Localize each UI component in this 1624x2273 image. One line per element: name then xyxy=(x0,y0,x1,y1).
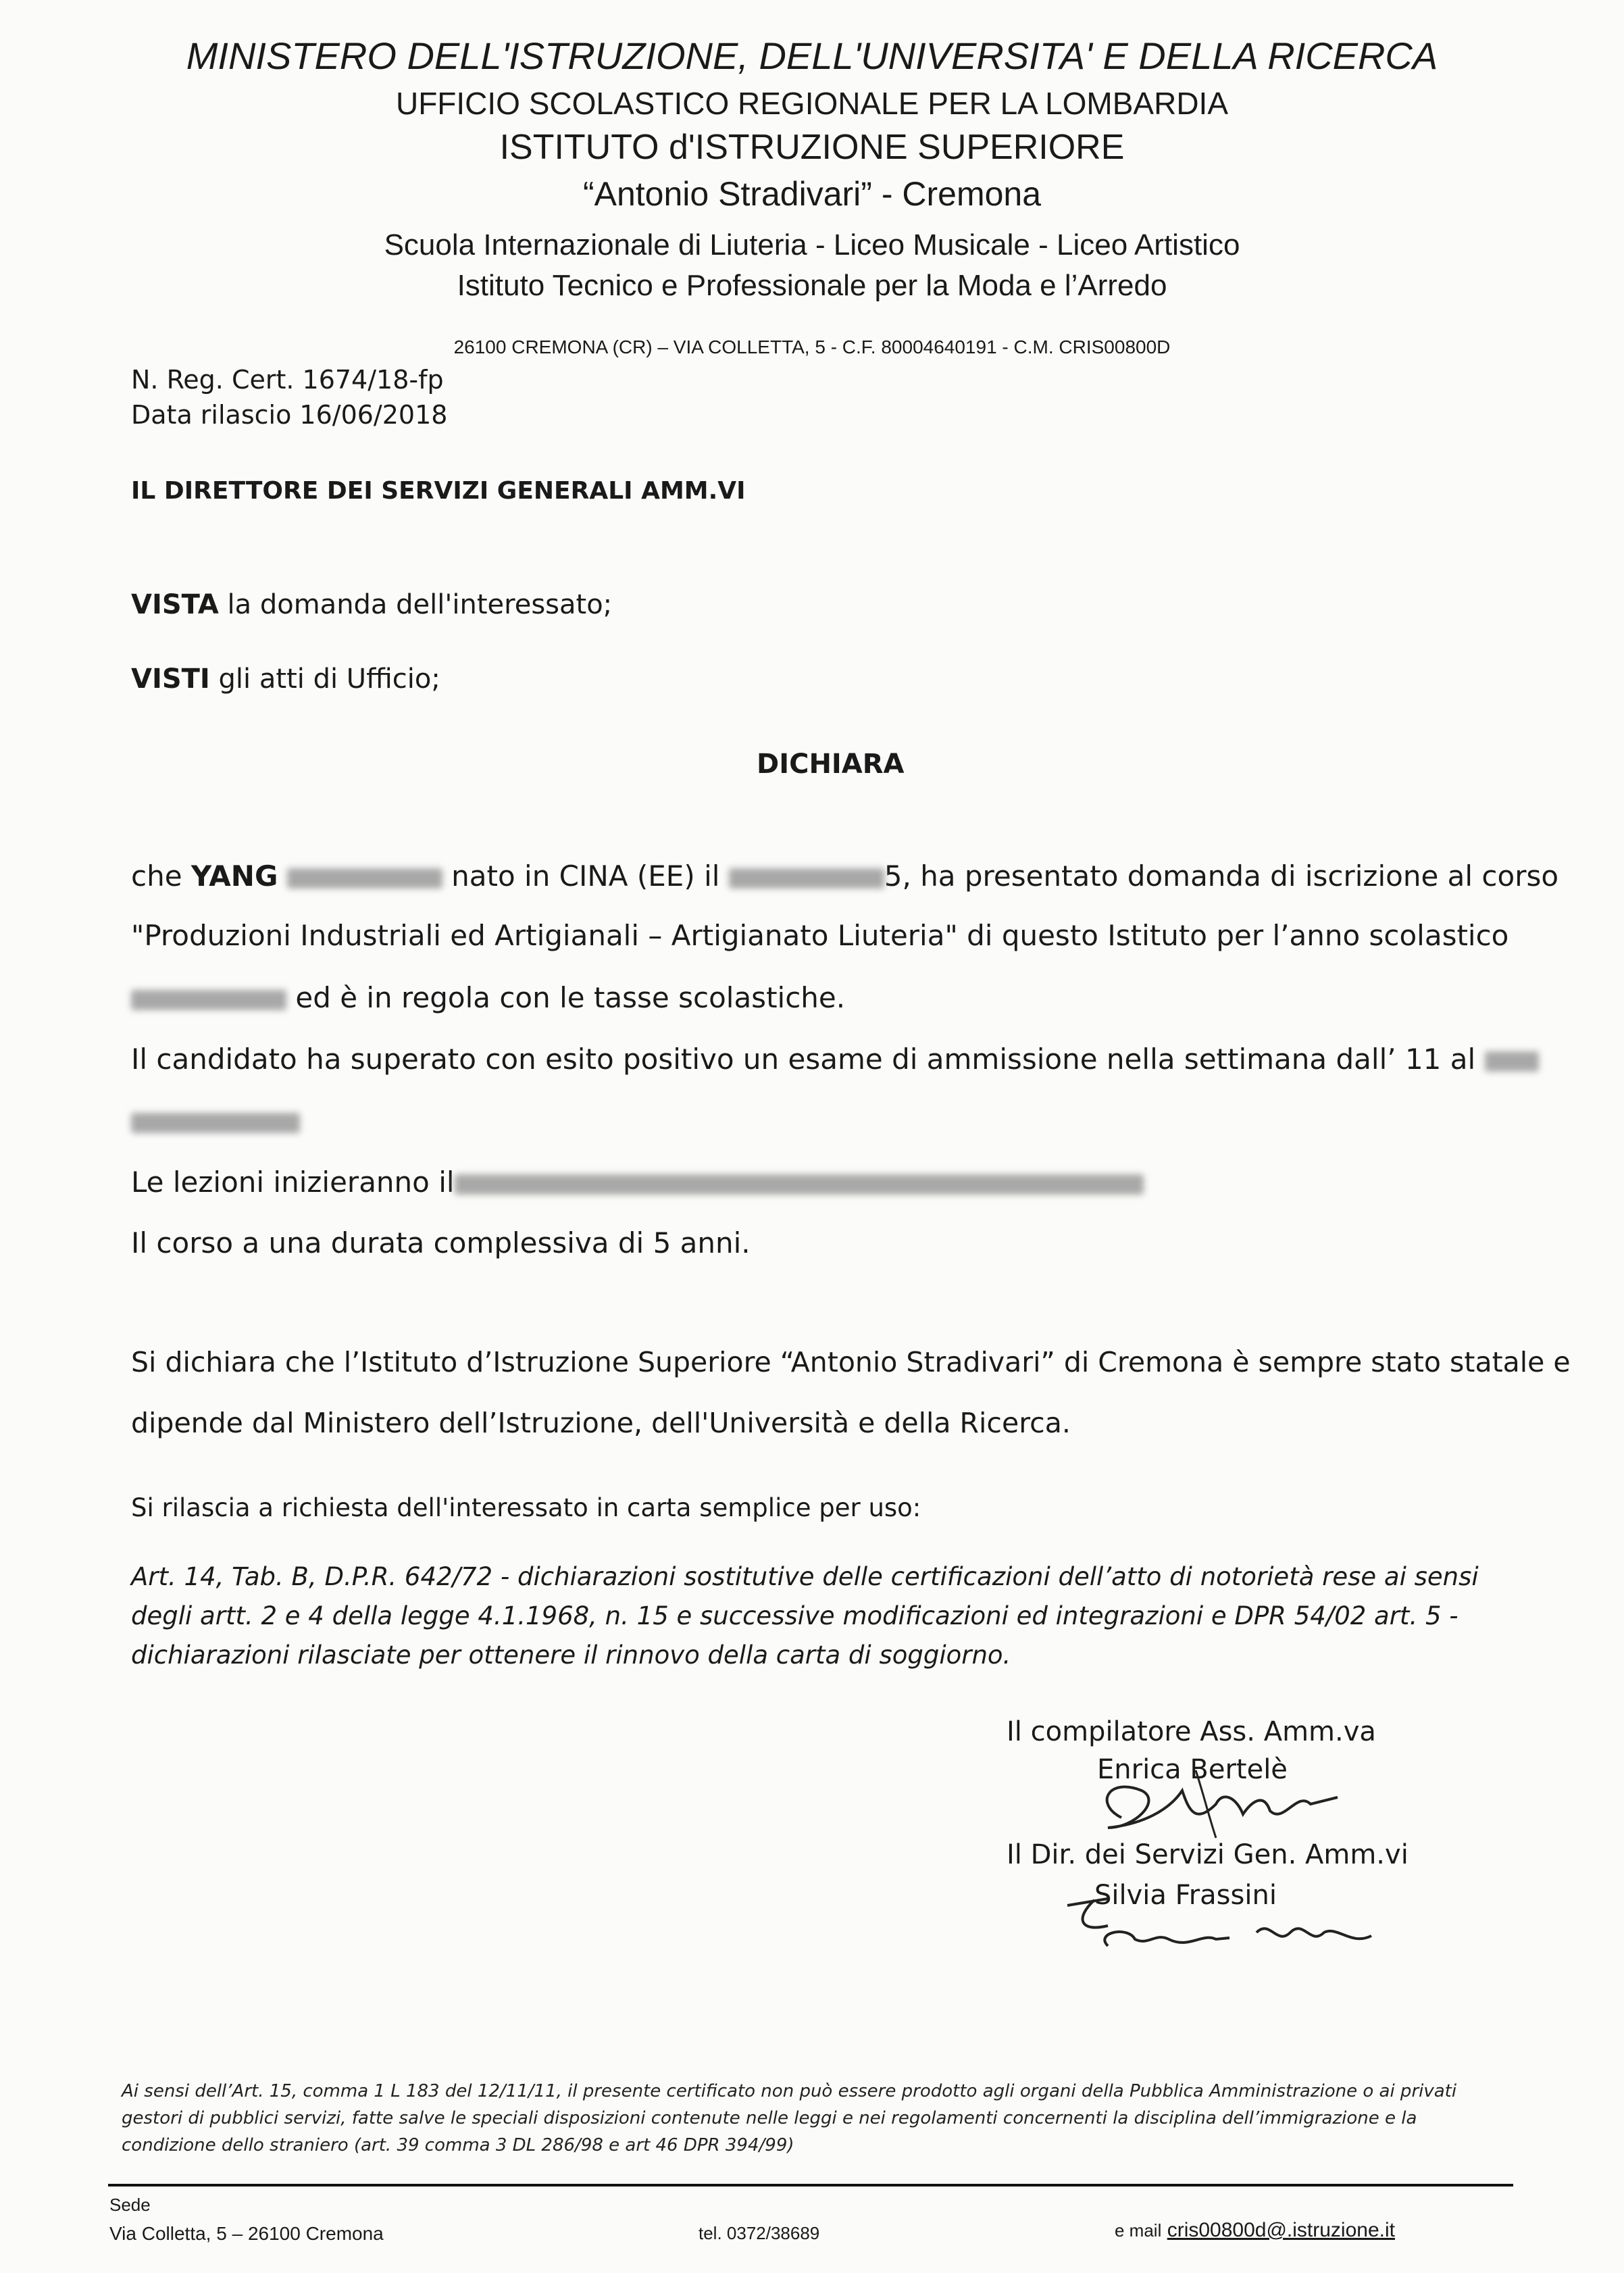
footer-address: Via Colletta, 5 – 26100 Cremona xyxy=(109,2223,384,2244)
paragraph-9: Si rilascia a richiesta dell'interessato in carta semplice per uso: xyxy=(131,1493,921,1522)
p1-end: 5, ha presentato domanda di iscrizione al corso xyxy=(884,859,1559,893)
paragraph-4-cont xyxy=(131,1104,300,1137)
dichiara-heading: DICHIARA xyxy=(757,749,905,780)
p1-mid: nato in CINA (EE) il xyxy=(442,859,729,893)
paragraph-2: "Produzioni Industriali ed Artigianali – Artigianato Liuteria" di questo Istituto per l’anno scolastico xyxy=(131,919,1509,952)
redacted-birthdate xyxy=(729,868,884,889)
paragraph-6: Il corso a una durata complessiva di 5 anni. xyxy=(131,1226,751,1259)
ministry-title: MINISTERO DELL'ISTRUZIONE, DELL'UNIVERSITA' E DELLA RICERCA xyxy=(186,34,1438,77)
compiler-name: Enrica Bertelè xyxy=(1097,1754,1288,1785)
director-name: Silvia Frassini xyxy=(1094,1880,1277,1911)
candidate-name: YANG xyxy=(191,859,278,893)
paragraph-8: dipende dal Ministero dell’Istruzione, dell'Università e della Ricerca. xyxy=(131,1407,1071,1439)
vista-text: la domanda dell'interessato; xyxy=(218,589,613,620)
paragraph-4 xyxy=(131,1043,1539,1076)
director-heading: IL DIRETTORE DEI SERVIZI GENERALI AMM.VI xyxy=(131,477,746,505)
paragraph-3 xyxy=(131,981,845,1014)
director-role: Il Dir. dei Servizi Gen. Amm.vi xyxy=(1007,1839,1409,1870)
article-line-1: Art. 14, Tab. B, D.P.R. 642/72 - dichiarazioni sostitutive delle certificazioni dell’atto di notorietà rese ai sensi xyxy=(131,1562,1479,1591)
redacted-exam-month xyxy=(131,1113,300,1133)
p5-text: Le lezioni inizieranno il xyxy=(131,1166,455,1199)
footnote-line-1: Ai sensi dell’Art. 15, comma 1 L 183 del 12/11/11, il presente certificato non può essere prodotto agli organi della Pubblica Amministrazione o ai privati xyxy=(122,2081,1457,2101)
compiler-role: Il compilatore Ass. Amm.va xyxy=(1007,1716,1376,1747)
address-line: 26100 CREMONA (CR) – VIA COLLETTA, 5 - C.F. 80004640191 - C.M. CRIS00800D xyxy=(453,336,1171,357)
visti-text: gli atti di Ufficio; xyxy=(209,664,440,695)
vista-line xyxy=(131,589,612,620)
schools-line-1: Scuola Internazionale di Liuteria - Liceo Musicale - Liceo Artistico xyxy=(384,228,1240,261)
p3-text: ed è in regola con le tasse scolastiche. xyxy=(286,981,846,1014)
cert-issue-date: Data rilascio 16/06/2018 xyxy=(131,400,448,430)
footer-sede-label: Sede xyxy=(109,2195,151,2215)
redacted-lesson-dates xyxy=(455,1174,1144,1195)
footnote-line-2: gestori di pubblici servizi, fatte salve le speciali disposizioni contenute nelle leggi e nei regolamenti concernenti la disciplina dell’immigrazione e la xyxy=(122,2108,1417,2128)
institute-name: “Antonio Stradivari” - Cremona xyxy=(582,175,1042,213)
redacted-name xyxy=(287,868,442,889)
paragraph-7: Si dichiara che l’Istituto d’Istruzione Superiore “Antonio Stradivari” di Cremona è sempre stato statale e xyxy=(131,1346,1571,1378)
vista-bold: VISTA xyxy=(131,589,219,620)
visti-bold: VISTI xyxy=(131,664,210,695)
office-title: UFFICIO SCOLASTICO REGIONALE PER LA LOMBARDIA xyxy=(395,86,1229,121)
p4-text: Il candidato ha superato con esito positivo un esame di ammissione nella settimana dall’ 11 al xyxy=(131,1043,1476,1076)
schools-line-2: Istituto Tecnico e Professionale per la Moda e l’Arredo xyxy=(457,269,1167,302)
footnote-line-3: condizione dello straniero (art. 39 comma 3 DL 286/98 e art 46 DPR 394/99) xyxy=(122,2135,794,2155)
article-line-2: degli artt. 2 e 4 della legge 4.1.1968, n. 15 e successive modificazioni ed integrazioni e DPR 54/02 art. 5 - xyxy=(131,1601,1458,1630)
article-line-3: dichiarazioni rilasciate per ottenere il rinnovo della carta di soggiorno. xyxy=(131,1641,1011,1670)
p1-start: che xyxy=(131,859,191,893)
redacted-school-year xyxy=(131,990,286,1010)
footer-email-link[interactable]: cris00800d@.istruzione.it xyxy=(1167,2219,1395,2241)
footer-email-label: e mail xyxy=(1115,2220,1162,2241)
redacted-exam-end xyxy=(1485,1051,1539,1072)
director-signature xyxy=(1054,1892,1405,1959)
footer-phone: tel. 0372/38689 xyxy=(699,2223,820,2243)
footer-rule xyxy=(108,2184,1513,2187)
institute-title: ISTITUTO d'ISTRUZIONE SUPERIORE xyxy=(499,128,1125,167)
paragraph-1 xyxy=(131,859,1558,893)
paragraph-5 xyxy=(131,1166,1144,1199)
footer-email xyxy=(1115,2219,1395,2242)
visti-line xyxy=(131,664,440,695)
cert-reg-number: N. Reg. Cert. 1674/18-fp xyxy=(131,365,444,395)
compiler-signature xyxy=(1081,1764,1365,1845)
